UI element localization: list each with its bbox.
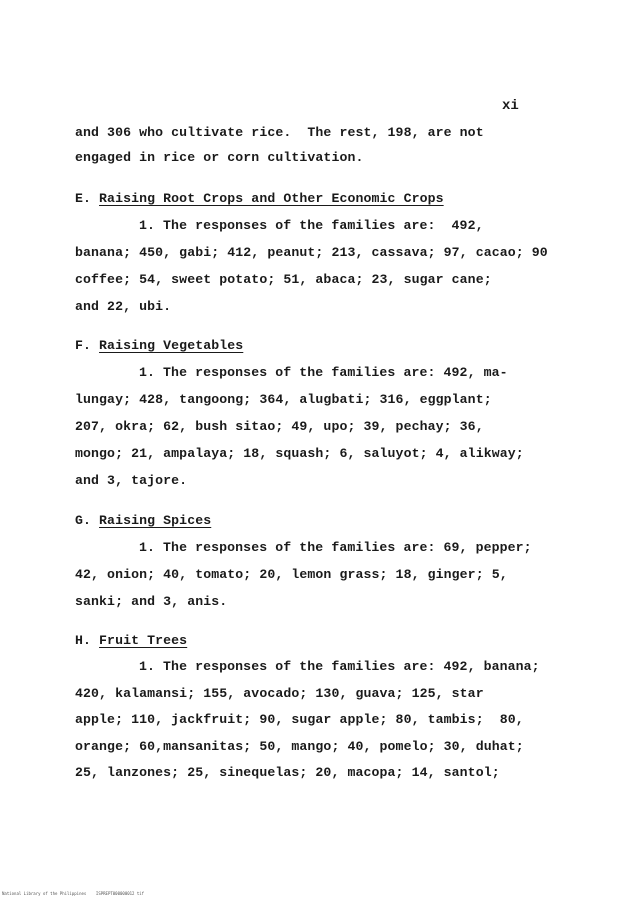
section-letter: H.: [75, 633, 100, 648]
paragraph-line: 1. The responses of the families are: 492,: [139, 218, 484, 233]
paragraph-line: 1. The responses of the families are: 69, pepper;: [139, 540, 532, 555]
paragraph-line: apple; 110, jackfruit; 90, sugar apple; 80, tambis; 80,: [75, 712, 524, 727]
section-title: Raising Spices: [99, 513, 212, 528]
section-letter: F.: [75, 338, 100, 353]
section-letter: G.: [75, 513, 100, 528]
paragraph-line: 42, onion; 40, tomato; 20, lemon grass; 18, ginger; 5,: [75, 567, 508, 582]
paragraph-line: 25, lanzones; 25, sinequelas; 20, macopa; 14, santol;: [75, 765, 500, 780]
page-number: xi: [502, 98, 519, 114]
section-letter: E.: [75, 191, 100, 206]
scan-footer: National Library of the Philippines ISPREPT000000012 tif: [2, 891, 145, 896]
paragraph-line: 1. The responses of the families are: 492, banana;: [139, 659, 540, 674]
paragraph-line: and 22, ubi.: [75, 299, 172, 314]
paragraph-line: 420, kalamansi; 155, avocado; 130, guava; 125, star: [75, 686, 484, 701]
section-title: Raising Root Crops and Other Economic Crops: [99, 191, 444, 206]
paragraph-line: 207, okra; 62, bush sitao; 49, upo; 39, pechay; 36,: [75, 419, 484, 434]
section-heading: [75, 338, 243, 354]
paragraph-line: coffee; 54, sweet potato; 51, abaca; 23, sugar cane;: [75, 272, 492, 287]
section-title: Fruit Trees: [99, 633, 188, 648]
section-heading: [75, 191, 444, 207]
section-heading: [75, 633, 187, 649]
paragraph-line: banana; 450, gabi; 412, peanut; 213, cassava; 97, cacao; 90: [75, 245, 548, 260]
intro-line: engaged in rice or corn cultivation.: [75, 150, 364, 165]
section-heading: [75, 513, 211, 529]
section-title: Raising Vegetables: [99, 338, 244, 353]
paragraph-line: sanki; and 3, anis.: [75, 594, 228, 609]
paragraph-line: lungay; 428, tangoong; 364, alugbati; 316, eggplant;: [75, 392, 492, 407]
paragraph-line: 1. The responses of the families are: 492, ma-: [139, 365, 508, 380]
paragraph-line: and 3, tajore.: [75, 473, 188, 488]
paragraph-line: mongo; 21, ampalaya; 18, squash; 6, saluyot; 4, alikway;: [75, 446, 524, 461]
intro-line: and 306 who cultivate rice. The rest, 198, are not: [75, 125, 484, 140]
paragraph-line: orange; 60,mansanitas; 50, mango; 40, pomelo; 30, duhat;: [75, 739, 524, 754]
